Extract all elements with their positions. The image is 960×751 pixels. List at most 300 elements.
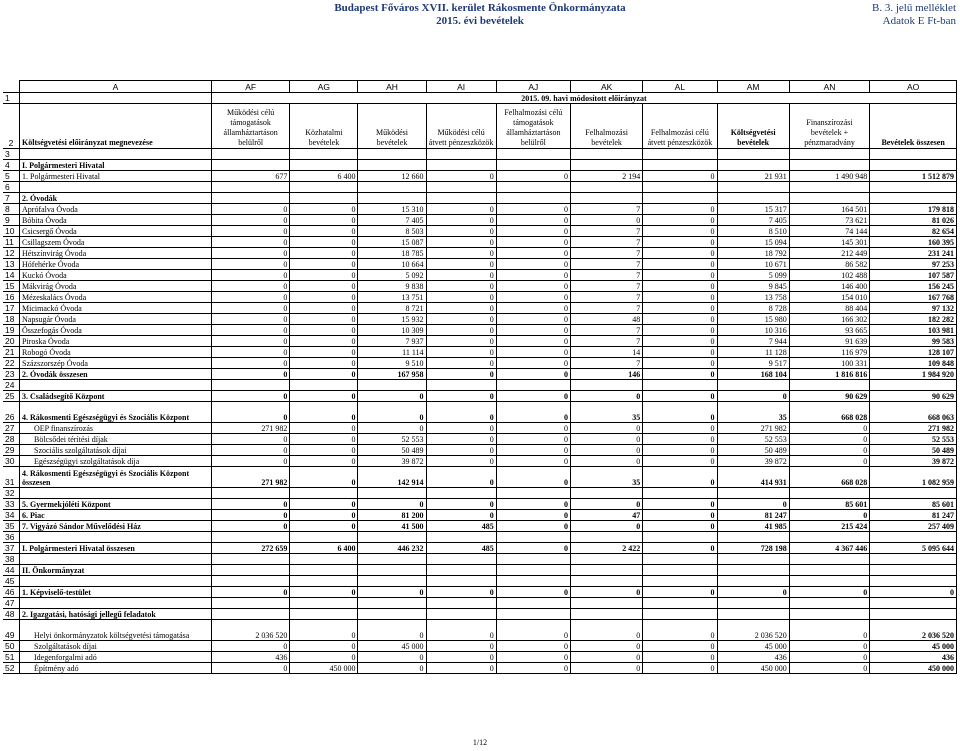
table-row [3,510,957,521]
value-cell: 0 [789,423,869,434]
value-cell: 107 587 [870,270,957,281]
table-row [3,423,957,434]
value-cell: 7 [571,358,643,369]
value-cell: 0 [211,510,289,521]
value-cell [717,598,789,609]
value-cell: 0 [290,467,358,488]
value-cell [290,488,358,499]
row-label: Robogó Óvoda [20,347,212,358]
row-number: 7 [3,193,20,204]
value-cell [211,182,289,193]
table-row [3,270,957,281]
page-number: 1/12 [472,738,488,747]
table-row [3,149,957,160]
value-cell [211,488,289,499]
value-cell: 10 316 [717,325,789,336]
value-cell: 0 [211,456,289,467]
value-cell: 0 [496,663,570,674]
value-cell: 668 028 [789,467,869,488]
value-cell: 0 [643,292,717,303]
value-cell: 0 [643,325,717,336]
row-number: 47 [3,598,20,609]
value-cell [789,380,869,391]
value-cell [571,609,643,620]
value-cell: 0 [211,325,289,336]
row-label: Bóbita Óvoda [20,215,212,226]
table-row [3,369,957,380]
value-cell: 0 [358,620,426,641]
value-cell [290,565,358,576]
value-cell: 9 845 [717,281,789,292]
row-label [20,532,212,543]
value-cell: 48 [571,314,643,325]
value-cell: 1 984 920 [870,369,957,380]
value-cell [571,554,643,565]
value-cell: 0 [211,369,289,380]
value-cell: 0 [496,325,570,336]
row-number: 28 [3,434,20,445]
column-header: Felhalmozási célú átvett pénzeszközök [643,104,717,149]
value-cell: 0 [789,456,869,467]
value-cell: 450 000 [717,663,789,674]
row-number: 20 [3,336,20,347]
value-cell: 0 [290,325,358,336]
column-header: Költségvetési előirányzat megnevezése [20,104,212,149]
value-cell: 39 872 [717,456,789,467]
value-cell: 13 751 [358,292,426,303]
row-label: Helyi önkormányzatok költségvetési támogatása [20,620,212,641]
row-number: 38 [3,554,20,565]
value-cell: 0 [426,467,496,488]
value-cell [211,598,289,609]
value-cell: 45 000 [870,641,957,652]
value-cell [789,565,869,576]
value-cell [870,532,957,543]
value-cell [426,565,496,576]
value-cell [211,554,289,565]
value-cell [290,532,358,543]
row-number: 30 [3,456,20,467]
table-row [3,237,957,248]
value-cell: 0 [571,456,643,467]
value-cell [358,149,426,160]
value-cell: 0 [290,314,358,325]
row-number: 8 [3,204,20,215]
value-cell [643,149,717,160]
table-row [3,641,957,652]
value-cell [717,488,789,499]
value-cell: 145 301 [789,237,869,248]
row-label: Bölcsődei térítési díjak [20,434,212,445]
value-cell [496,609,570,620]
value-cell: 0 [290,369,358,380]
value-cell: 0 [717,499,789,510]
value-cell: 0 [426,434,496,445]
title-line-2: 2015. évi bevételek [436,15,524,27]
value-cell: 9 517 [717,358,789,369]
row-label: I. Polgármesteri Hivatal összesen [20,543,212,554]
value-cell: 0 [290,226,358,237]
row-number: 37 [3,543,20,554]
value-cell: 0 [789,641,869,652]
value-cell: 0 [426,587,496,598]
value-cell: 146 [571,369,643,380]
row-label: 7. Vigyázó Sándor Művelődési Ház [20,521,212,532]
value-cell: 0 [717,587,789,598]
table-row [3,402,957,423]
column-letter: A [20,81,212,93]
value-cell: 8 721 [358,303,426,314]
table-row [3,521,957,532]
value-cell: 0 [290,292,358,303]
value-cell: 0 [290,259,358,270]
table-row [3,204,957,215]
row-label: 2. Óvodák összesen [20,369,212,380]
row-label [20,488,212,499]
value-cell: 0 [571,391,643,402]
value-cell: 0 [290,336,358,347]
row-label: Csillagszem Óvoda [20,237,212,248]
value-cell [870,193,957,204]
value-cell [496,182,570,193]
row-number: 3 [3,149,20,160]
value-cell [290,182,358,193]
value-cell: 0 [290,204,358,215]
value-cell: 0 [496,281,570,292]
row-number: 10 [3,226,20,237]
value-cell: 0 [211,663,289,674]
value-cell [789,149,869,160]
row-label: OEP finanszírozás [20,423,212,434]
table-row [3,456,957,467]
value-cell [643,488,717,499]
value-cell: 0 [426,303,496,314]
value-cell [426,380,496,391]
value-cell [211,576,289,587]
value-cell [496,160,570,171]
value-cell [426,576,496,587]
value-cell: 39 872 [358,456,426,467]
value-cell: 81 247 [870,510,957,521]
value-cell [789,576,869,587]
value-cell: 0 [571,620,643,641]
table-row [3,532,957,543]
row-label: 4. Rákosmenti Egészségügyi és Szociális Központ [20,402,212,423]
value-cell: 6 400 [290,171,358,182]
value-cell: 271 982 [211,423,289,434]
value-cell: 2 036 520 [211,620,289,641]
value-cell [426,193,496,204]
value-cell: 0 [211,281,289,292]
value-cell [789,554,869,565]
value-cell [870,598,957,609]
value-cell: 0 [426,292,496,303]
value-cell: 0 [643,336,717,347]
value-cell: 0 [496,358,570,369]
value-cell: 81 026 [870,215,957,226]
value-cell: 0 [290,652,358,663]
row-number: 36 [3,532,20,543]
table-row [3,215,957,226]
value-cell: 446 232 [358,543,426,554]
column-header: Működési célú átvett pénzeszközök [426,104,496,149]
value-cell: 15 094 [717,237,789,248]
value-cell: 7 [571,270,643,281]
unit-label: Adatok E Ft-ban [882,15,956,27]
value-cell [571,149,643,160]
value-cell: 11 114 [358,347,426,358]
value-cell: 4 367 446 [789,543,869,554]
value-cell: 50 489 [717,445,789,456]
value-cell: 10 309 [358,325,426,336]
value-cell [426,598,496,609]
row-label: 5. Gyermekjóléti Központ [20,499,212,510]
row-number: 25 [3,391,20,402]
value-cell: 0 [290,281,358,292]
column-letter: AF [211,81,289,93]
value-cell: 0 [496,510,570,521]
value-cell: 0 [643,456,717,467]
value-cell: 0 [426,248,496,259]
table-row [3,488,957,499]
value-cell: 11 128 [717,347,789,358]
value-cell [358,576,426,587]
value-cell: 0 [789,445,869,456]
table-row [3,576,957,587]
value-cell: 0 [789,587,869,598]
value-cell: 7 944 [717,336,789,347]
value-cell: 0 [643,248,717,259]
value-cell: 0 [290,641,358,652]
value-cell: 0 [496,543,570,554]
value-cell: 12 660 [358,171,426,182]
value-cell [643,182,717,193]
value-cell: 0 [643,543,717,554]
row-number: 26 [3,402,20,423]
row-number: 12 [3,248,20,259]
table-row [3,554,957,565]
value-cell: 271 982 [870,423,957,434]
value-cell: 0 [211,347,289,358]
value-cell [789,193,869,204]
column-header: Felhalmozási célú támogatások államháztartáson belülről [496,104,570,149]
value-cell: 677 [211,171,289,182]
value-cell: 0 [426,325,496,336]
value-cell: 0 [643,620,717,641]
value-cell: 8 503 [358,226,426,237]
value-cell: 0 [426,358,496,369]
value-cell [717,160,789,171]
value-cell [789,488,869,499]
row-number: 32 [3,488,20,499]
period-header: 2015. 09. havi módosított előirányzat [211,93,956,104]
row-number: 35 [3,521,20,532]
value-cell [358,193,426,204]
value-cell: 436 [870,652,957,663]
value-cell: 0 [290,237,358,248]
value-cell: 0 [496,652,570,663]
value-cell: 0 [496,204,570,215]
row-label: 4. Rákosmenti Egészségügyi és Szociális Központ összesen [20,467,212,488]
value-cell: 272 659 [211,543,289,554]
value-cell [571,488,643,499]
value-cell: 0 [426,270,496,281]
value-cell: 0 [496,521,570,532]
row-number: 51 [3,652,20,663]
value-cell: 0 [643,314,717,325]
value-cell: 0 [571,652,643,663]
value-cell: 142 914 [358,467,426,488]
row-number: 22 [3,358,20,369]
value-cell: 88 404 [789,303,869,314]
value-cell [870,554,957,565]
value-cell: 52 553 [358,434,426,445]
value-cell [571,193,643,204]
value-cell: 167 958 [358,369,426,380]
period-row: 1 2015. 09. havi módosított előirányzat [3,93,957,104]
value-cell: 7 [571,325,643,336]
value-cell: 0 [643,641,717,652]
value-cell: 82 654 [870,226,957,237]
row-label: Egészségügyi szolgáltatások díja [20,456,212,467]
table-row [3,565,957,576]
table-row [3,598,957,609]
value-cell [789,160,869,171]
table-row [3,303,957,314]
value-cell [571,565,643,576]
table-row [3,314,957,325]
value-cell: 156 245 [870,281,957,292]
value-cell [211,380,289,391]
value-cell [643,565,717,576]
value-cell: 0 [643,171,717,182]
value-cell: 0 [643,663,717,674]
value-cell: 35 [717,402,789,423]
table-row [3,620,957,641]
value-cell: 0 [643,204,717,215]
value-cell: 0 [643,259,717,270]
row-label [20,598,212,609]
value-cell [571,598,643,609]
value-cell: 0 [211,445,289,456]
value-cell: 0 [211,259,289,270]
value-cell: 10 664 [358,259,426,270]
value-cell: 668 028 [789,402,869,423]
table-row [3,434,957,445]
table-row [3,652,957,663]
value-cell [789,598,869,609]
value-cell [211,609,289,620]
table-row [3,160,957,171]
value-cell: 7 [571,259,643,270]
column-letter: AN [789,81,869,93]
value-cell: 0 [643,521,717,532]
value-cell [717,609,789,620]
value-cell: 0 [426,510,496,521]
value-cell [290,380,358,391]
value-cell: 182 282 [870,314,957,325]
value-cell: 0 [496,402,570,423]
value-cell: 0 [211,391,289,402]
row-number: 5 [3,171,20,182]
value-cell [211,149,289,160]
value-cell [496,554,570,565]
value-cell: 0 [496,171,570,182]
value-cell: 0 [426,369,496,380]
value-cell: 0 [571,445,643,456]
value-cell: 0 [643,402,717,423]
value-cell: 0 [643,369,717,380]
value-cell: 0 [643,467,717,488]
value-cell: 0 [496,434,570,445]
value-cell: 5 095 644 [870,543,957,554]
value-cell [211,532,289,543]
row-label: 6. Piac [20,510,212,521]
row-label: Kuckó Óvoda [20,270,212,281]
value-cell [426,532,496,543]
value-cell [870,182,957,193]
value-cell: 8 728 [717,303,789,314]
value-cell [496,598,570,609]
value-cell [358,554,426,565]
value-cell: 0 [211,641,289,652]
value-cell: 2 036 520 [870,620,957,641]
value-cell: 0 [426,652,496,663]
row-label: 2. Óvodák [20,193,212,204]
value-cell: 41 500 [358,521,426,532]
value-cell: 0 [426,499,496,510]
table-row [3,226,957,237]
row-label [20,380,212,391]
value-cell: 116 979 [789,347,869,358]
value-cell [717,182,789,193]
value-cell [496,193,570,204]
value-cell: 0 [358,402,426,423]
value-cell: 0 [571,587,643,598]
value-cell: 109 848 [870,358,957,369]
value-cell: 0 [789,510,869,521]
value-cell [211,160,289,171]
document-title [0,2,960,28]
value-cell: 7 [571,281,643,292]
value-cell: 0 [290,587,358,598]
row-label: Napsugár Óvoda [20,314,212,325]
value-cell [358,380,426,391]
value-cell: 15 980 [717,314,789,325]
row-label: Építmény adó [20,663,212,674]
value-cell: 0 [290,510,358,521]
value-cell [571,380,643,391]
value-cell: 0 [496,226,570,237]
row-number: 49 [3,620,20,641]
value-cell: 0 [426,259,496,270]
row-number: 46 [3,587,20,598]
row-number: 29 [3,445,20,456]
value-cell: 1 816 816 [789,369,869,380]
value-cell [643,576,717,587]
value-cell: 0 [358,587,426,598]
value-cell: 212 449 [789,248,869,259]
value-cell [643,532,717,543]
value-cell: 8 510 [717,226,789,237]
value-cell: 0 [643,510,717,521]
value-cell: 0 [426,226,496,237]
row-label: Hétszínvirág Óvoda [20,248,212,259]
row-number: 17 [3,303,20,314]
value-cell: 85 601 [870,499,957,510]
value-cell: 0 [496,369,570,380]
value-cell [571,576,643,587]
